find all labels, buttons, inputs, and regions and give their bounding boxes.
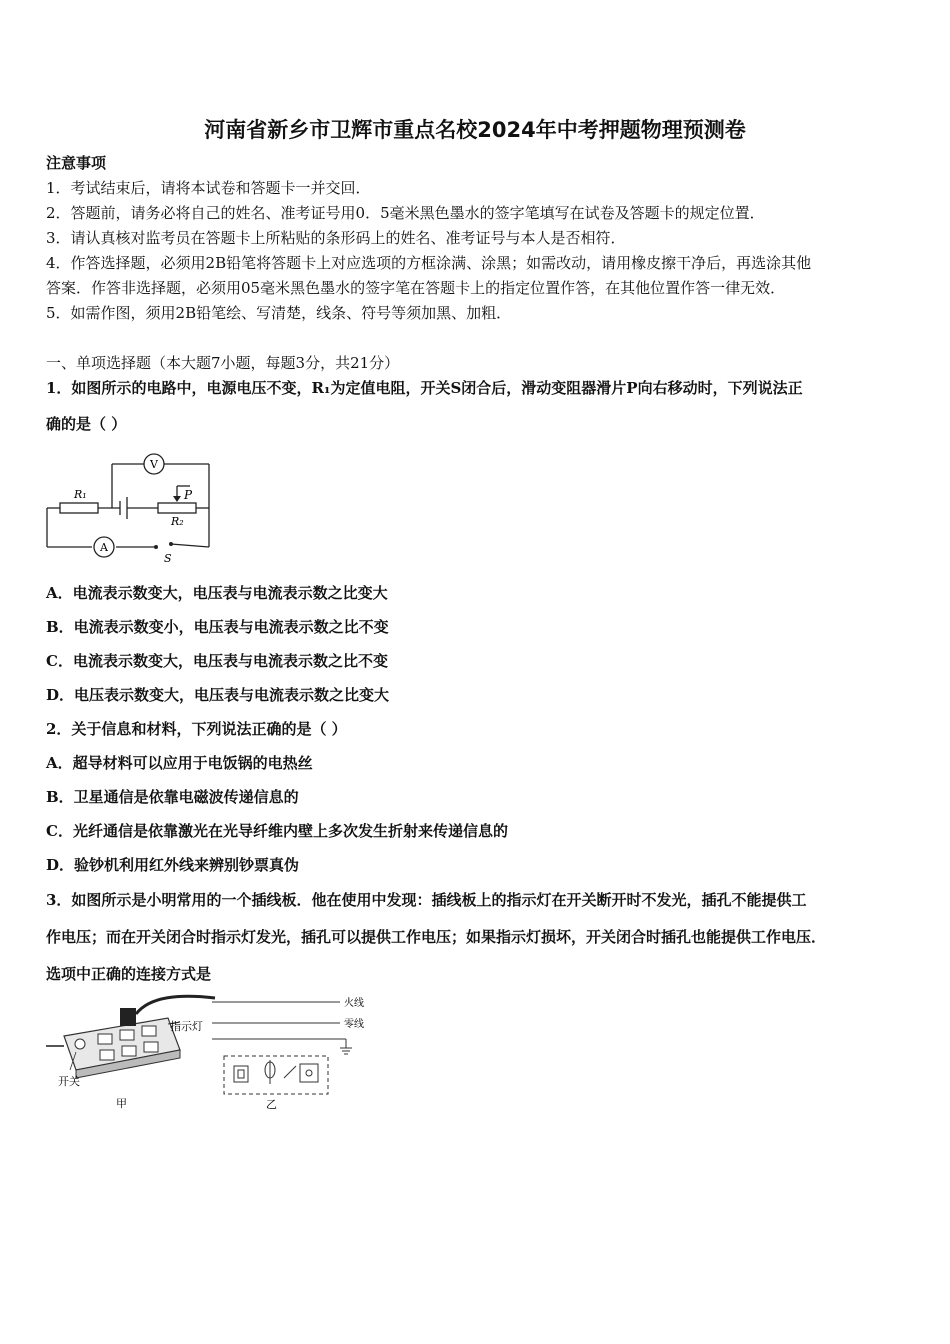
- notice-item: 4．作答选择题，必须用2B铅笔将答题卡上对应选项的方框涂满、涂黑；如需改动，请用橡皮擦干净后，再选涂其他: [46, 254, 812, 272]
- r2-label: R₂: [171, 515, 184, 528]
- q1-option-d: D．电压表示数变大，电压表与电流表示数之比变大: [46, 686, 390, 704]
- q1-option-c: C．电流表示数变大，电压表与电流表示数之比不变: [46, 652, 388, 670]
- q3-stem: 选项中正确的连接方式是: [46, 965, 212, 983]
- page-title: 河南省新乡市卫辉市重点名校2024年中考押题物理预测卷: [204, 118, 746, 142]
- fire-wire-label: 火线: [344, 998, 364, 1009]
- notice-item: 3．请认真核对监考员在答题卡上所粘贴的条形码上的姓名、准考证号与本人是否相符．: [46, 229, 626, 247]
- notice-heading: 注意事项: [46, 154, 107, 172]
- q3-figure: [40, 990, 390, 1115]
- q3-stem: 3．如图所示是小明常用的一个插线板．他在使用中发现：插线板上的指示灯在开关断开时不发光，插孔不能提供工: [46, 891, 807, 909]
- q1-option-b: B．电流表示数变小，电压表与电流表示数之比不变: [46, 618, 389, 636]
- q2-stem: 2．关于信息和材料，下列说法正确的是（ ）: [46, 720, 347, 738]
- q3-stem: 作电压；而在开关闭合时指示灯发光，插孔可以提供工作电压；如果指示灯损坏，开关闭合时插孔也能提供工作电压．: [46, 928, 827, 946]
- neutral-wire-label: 零线: [344, 1019, 364, 1030]
- notice-item: 2．答题前，请务必将自己的姓名、准考证号用0．5毫米黑色墨水的签字笔填写在试卷及答题卡的规定位置．: [46, 204, 765, 222]
- q2-option-d: D．验钞机利用红外线来辨别钞票真伪: [46, 856, 300, 874]
- ammeter-label: A: [100, 541, 108, 554]
- notice-item: 5．如需作图，须用2B铅笔绘、写清楚，线条、符号等须加黑、加粗．: [46, 304, 512, 322]
- slider-label: P: [184, 488, 193, 502]
- figure-jia-label: 甲: [116, 1097, 127, 1110]
- figure-yi-label: 乙: [266, 1098, 277, 1111]
- switch-label: S: [164, 552, 172, 565]
- q2-option-b: B．卫星通信是依靠电磁波传递信息的: [46, 788, 299, 806]
- q1-stem: 确的是（ ）: [46, 415, 127, 433]
- voltmeter-label: V: [150, 458, 158, 471]
- q1-stem: 1．如图所示的电路中，电源电压不变，R₁为定值电阻，开关S闭合后，滑动变阻器滑片P向右移动时，下列说法正: [46, 379, 803, 397]
- q1-option-a: A．电流表示数变大，电压表与电流表示数之比变大: [46, 584, 388, 602]
- notice-item: 答案．作答非选择题，必须用05毫米黑色墨水的签字笔在答题卡上的指定位置作答，在其他位置作答一律无效．: [46, 279, 786, 297]
- q1-circuit-diagram: [40, 450, 220, 565]
- section-heading: 一、单项选择题（本大题7小题，每题3分，共21分）: [46, 354, 400, 372]
- switch-label: 开关: [58, 1075, 80, 1088]
- q2-option-c: C．光纤通信是依靠激光在光导纤维内壁上多次发生折射来传递信息的: [46, 822, 508, 840]
- r1-label: R₁: [74, 488, 87, 501]
- power-strip-illustration: [46, 996, 215, 1078]
- q2-option-a: A．超导材料可以应用于电饭锅的电热丝: [46, 754, 313, 772]
- indicator-label: 指示灯: [170, 1020, 203, 1033]
- notice-item: 1．考试结束后，请将本试卷和答题卡一并交回．: [46, 179, 371, 197]
